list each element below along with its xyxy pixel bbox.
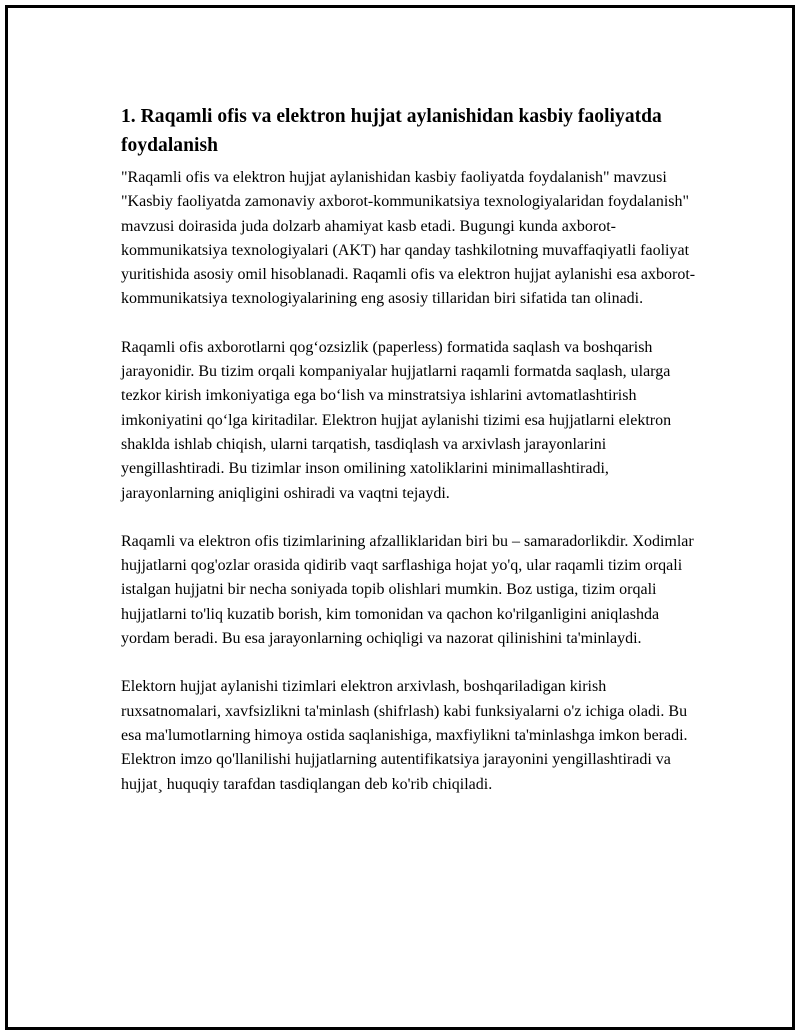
- paragraph-intro: "Raqamli ofis va elektron hujjat aylanishidan kasbiy faoliyatda foydalanish" mavzusi "Kasbiy faoliyatda zamonaviy axborot-kommunikatsiya texnologiyalaridan foydalanish" mavzusi doirasida juda dolzarb ahamiyat kasb etadi. Bugungi kunda axborot-kommunikatsiya texnologiyalari (AKT) har qanday tashkilotning muvaffaqiyatli faoliyat yuritishida asosiy omil hisoblanadi. Raqamli ofis va elektron hujjat aylanishi esa axborot-kommunikatsiya texnologiyalarining eng asosiy tillaridan biri sifatida tan olinadi.: [121, 169, 696, 308]
- section-heading: 1. Raqamli ofis va elektron hujjat aylanishidan kasbiy faoliyatda foydalanish: [121, 106, 662, 156]
- paragraph-security: Elektorn hujjat aylanishi tizimlari elektron arxivlash, boshqariladigan kirish ruxsatnomalari, xavfsizlikni ta'minlash (shifrlash) kabi funksiyalarni o'z ichiga oladi. Bu esa ma'lumotlarning himoya ostida saqlanishiga, maxfiylikni ta'minlashga imkon beradi. Elektron imzo qo'llanilishi hujjatlarning autentifikatsiya jarayonini yengillashtiradi va hujjat¸ huquqiy tarafdan tasdiqlangan deb ko'rib chiqiladi.: [121, 678, 688, 793]
- paragraph-efficiency: Raqamli va elektron ofis tizimlarining afzalliklaridan biri bu – samaradorlikdir. Xodimlar hujjatlarni qog'ozlar orasida qidirib vaqt sarflashiga hojat yo'q, ular raqamli tizim orqali istalgan hujjatni bir necha soniyada topib olishlari mumkin. Boz ustiga, tizim orqali hujjatlarni to'liq kuzatib borish, kim tomonidan va qachon ko'rilganligini aniqlashda yordam beradi. Bu esa jarayonlarning ochiqligi va nazorat qilinishini ta'minlaydi.: [121, 532, 694, 648]
- page-frame: [5, 5, 795, 1030]
- paragraph-digital-office: Raqamli ofis axborotlarni qog‘ozsizlik (paperless) formatida saqlash va boshqarish jarayonidir. Bu tizim orqali kompaniyalar hujjatlarni raqamli formatda saqlash, ularga tezkor kirish imkoniyatiga ega bo‘lish va minstratsiya ishlarini avtomatlashtirish imkoniyatini qo‘lga kiritadilar. Elektron hujjat aylanishi tizimi esa hujjatlarni elektron shaklda ishlab chiqish, ularni tarqatish, tasdiqlash va arxivlash jarayonlarini yengillashtiradi. Bu tizimlar inson omilining xatoliklarini minimallashtiradi, jarayonlarning aniqligini oshiradi va vaqtni tejaydi.: [121, 338, 672, 502]
- document-body: [121, 102, 701, 821]
